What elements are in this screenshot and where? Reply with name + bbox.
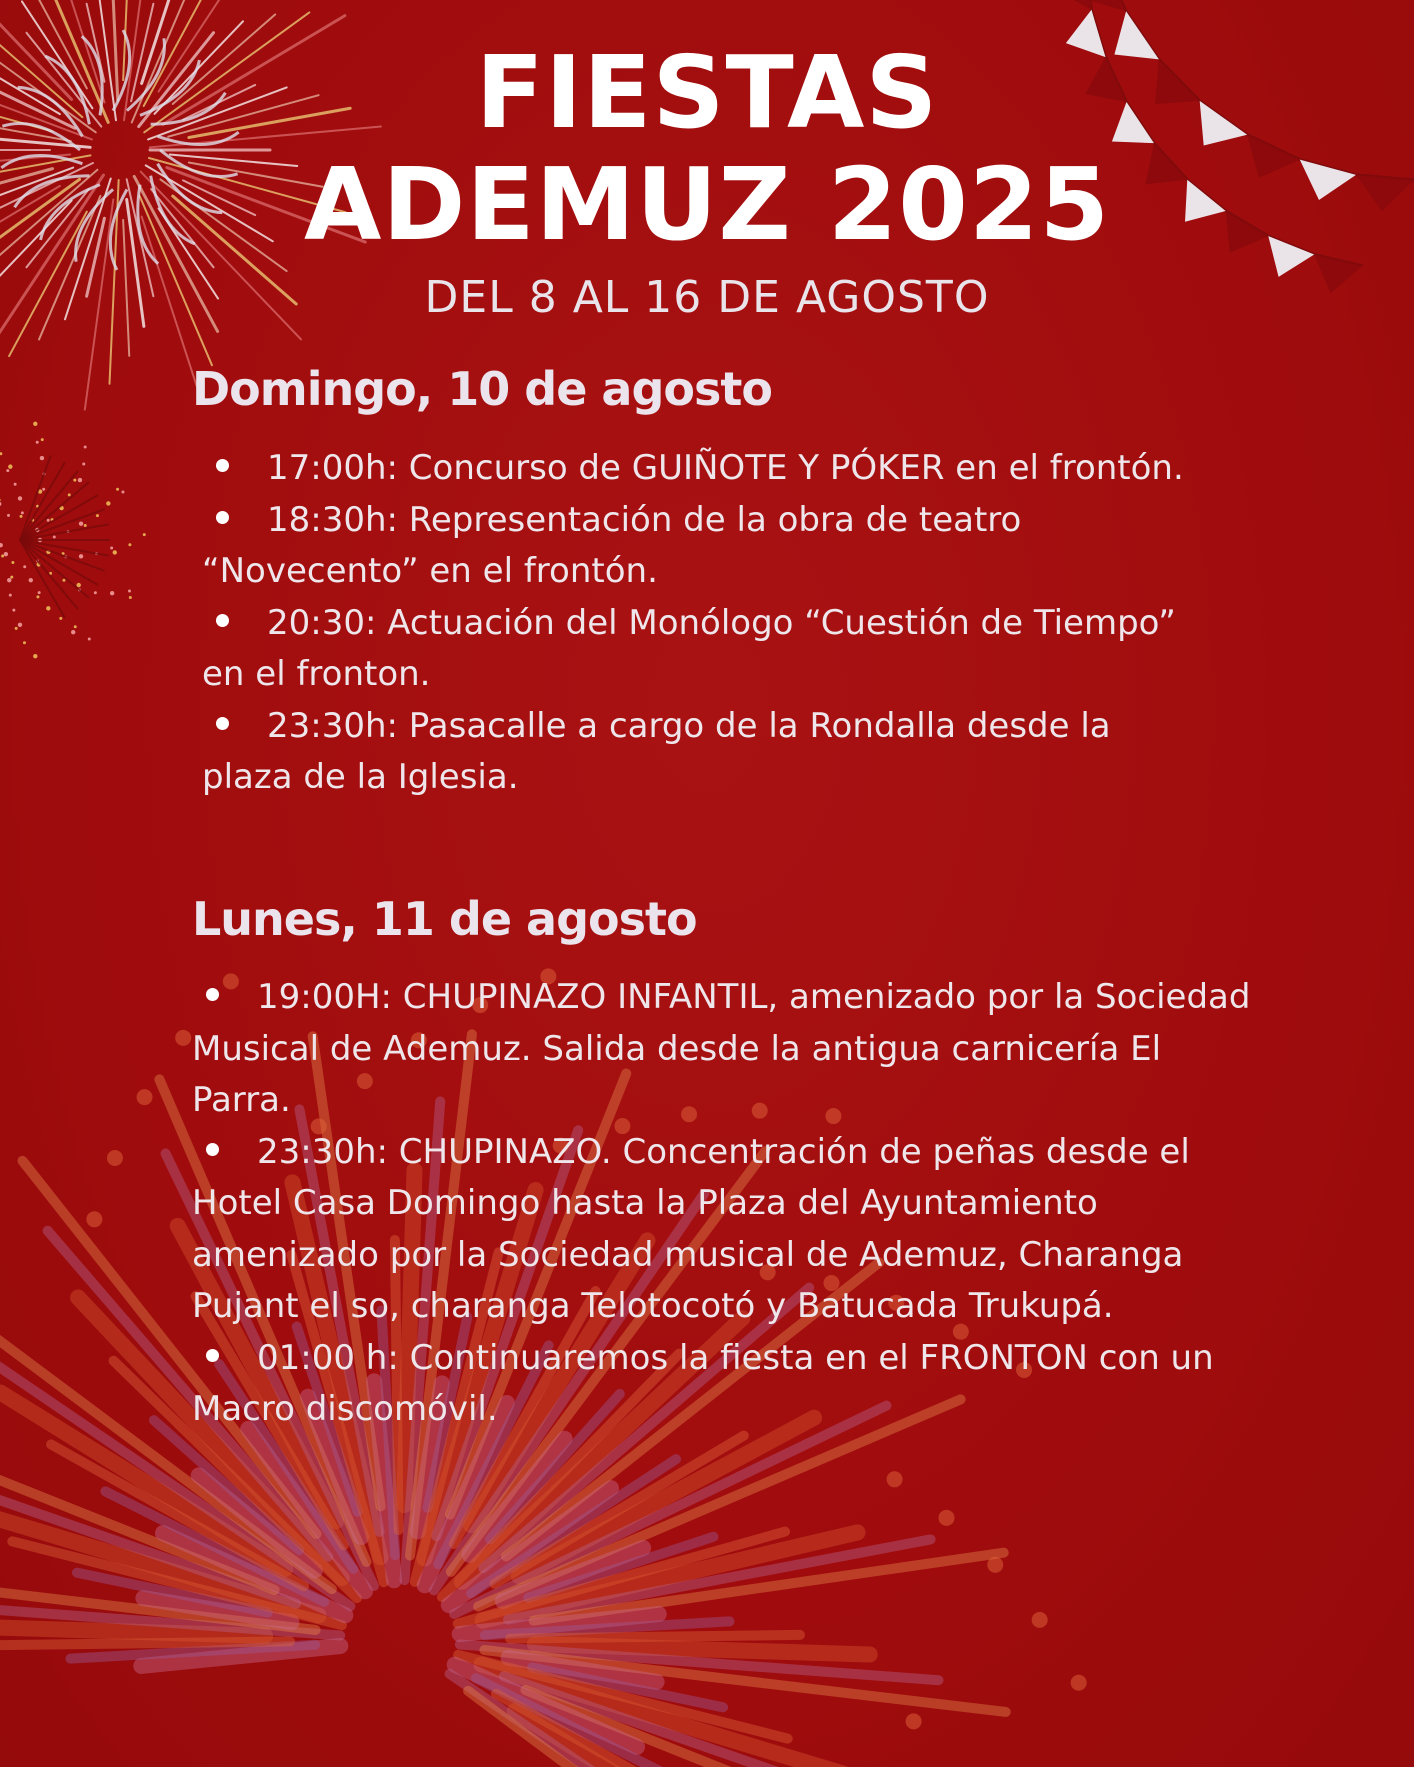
bullet-icon (206, 1143, 219, 1156)
title-line-1: FIESTAS (475, 34, 939, 151)
event-text: 19:00H: CHUPINAZO INFANTIL, amenizado por la Sociedad Musical de Ademuz. Salida desde la antigua carnicería El Parra. (192, 977, 1251, 1120)
event-list-monday (192, 972, 1262, 1436)
bullet-icon (206, 988, 219, 1001)
bullet-icon (206, 1349, 219, 1362)
sparkle-burst-icon (0, 422, 146, 659)
day-heading-monday: Lunes, 11 de agosto (192, 892, 697, 946)
title-line-2: ADEMUZ 2025 (303, 146, 1111, 263)
event-text: 18:30h: Representación de la obra de teatro “Novecento” en el frontón. (202, 499, 1022, 591)
event-text: 23:30h: Pasacalle a cargo de la Rondalla desde la plaza de la Iglesia. (202, 705, 1111, 797)
bullet-icon (216, 459, 229, 472)
event-list-sunday (202, 443, 1202, 804)
event-text: 23:30h: CHUPINAZO. Concentración de peñas desde el Hotel Casa Domingo hasta la Plaza del Ayuntamiento amenizado por la Sociedad musical de Ademuz, Charanga Pujant el so, charanga Telotocotó y Batucada Trukupá. (192, 1131, 1190, 1326)
event-text: 17:00h: Concurso de GUIÑOTE Y PÓKER en el frontón. (267, 448, 1184, 488)
list-item (192, 1127, 1262, 1333)
list-item (192, 1333, 1262, 1436)
day-heading-sunday: Domingo, 10 de agosto (192, 362, 772, 416)
list-item (202, 495, 1202, 598)
list-item (192, 972, 1262, 1127)
bullet-icon (216, 614, 229, 627)
list-item (202, 701, 1202, 804)
event-text: 01:00 h: Continuaremos la fiesta en el FRONTON con un Macro discomóvil. (192, 1337, 1214, 1429)
list-item (202, 443, 1202, 495)
bullet-icon (216, 717, 229, 730)
bullet-icon (216, 511, 229, 524)
date-range: DEL 8 AL 16 DE AGOSTO (424, 272, 990, 323)
event-text: 20:30: Actuación del Monólogo “Cuestión de Tiempo” en el fronton. (202, 602, 1176, 694)
list-item (202, 598, 1202, 701)
